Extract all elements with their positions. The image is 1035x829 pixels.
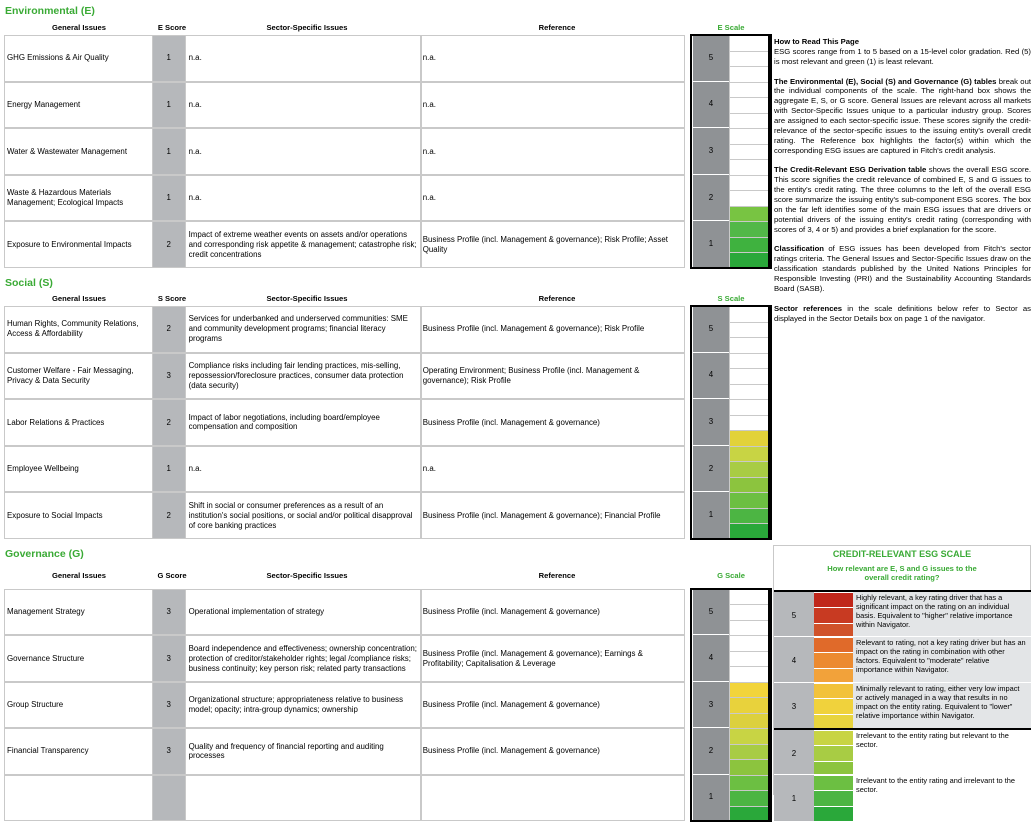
credit-scale-row — [774, 636, 1031, 683]
sector-specific-issue: n.a. — [185, 175, 421, 222]
issue-score: 3 — [153, 635, 185, 681]
scale-bar — [729, 159, 768, 175]
issue-score: 1 — [153, 175, 185, 222]
scale-bar — [729, 82, 768, 98]
credit-scale-description: Irrelevant to the entity rating but relevant to the sector. — [856, 731, 1009, 749]
credit-scale-level: 2 — [774, 730, 814, 776]
credit-scale-title: CREDIT-RELEVANT ESG SCALE — [832, 549, 972, 559]
derivation-note-bold: The Credit-Relevant ESG Derivation table — [774, 165, 927, 175]
credit-scale-description: Minimally relevant to rating, either very low impact or actively managed in a way that results in no impact on the entity rating. Equivalent to "lower" relative importance within Navigator. — [856, 684, 1020, 720]
table-row — [4, 82, 770, 129]
scale-level: 2 — [693, 728, 730, 774]
scale-bar — [729, 51, 768, 67]
soc-header-sector: Sector-Specific Issues — [266, 294, 348, 303]
general-issue: Energy Management — [4, 82, 153, 129]
credit-scale-description: Irrelevant to the entity rating and irrelevant to the sector. — [856, 776, 1015, 794]
scale-bar — [729, 252, 768, 268]
soc-header-reference: Reference — [538, 294, 576, 303]
spacer — [685, 492, 693, 539]
issue-score: 3 — [153, 353, 185, 400]
issue-score: 1 — [153, 82, 185, 129]
scale-bar — [729, 651, 768, 666]
credit-scale-level: 3 — [774, 683, 814, 729]
spacer — [685, 35, 693, 82]
table-row — [4, 399, 770, 446]
credit-scale-row — [774, 774, 1031, 821]
credit-scale-subtitle-line1: How relevant are E, S and G issues to the — [827, 564, 977, 573]
scale-bars — [729, 175, 770, 222]
spacer — [685, 175, 693, 222]
scale-bars — [729, 221, 770, 268]
general-issue — [4, 775, 153, 821]
issue-score: 3 — [153, 682, 185, 728]
reference: Business Profile (incl. Management & governance); Earnings & Profitability; Capitalisation & Leverage — [421, 635, 685, 681]
sector-specific-issue: Compliance risks including fair lending practices, mis-selling, repossession/foreclosure practices, consumer data protection (data security) — [185, 353, 421, 400]
table-row — [4, 728, 770, 774]
reference: Business Profile (incl. Management & governance); Risk Profile — [421, 306, 685, 353]
scale-level: 4 — [693, 353, 730, 400]
scale-bar — [729, 128, 768, 144]
credit-scale-level: 1 — [774, 775, 814, 821]
scale-bar — [729, 430, 768, 446]
gov-header-scale: G Scale — [717, 571, 745, 580]
credit-scale-bar — [814, 607, 853, 622]
general-issue: Group Structure — [4, 682, 153, 728]
scale-bars — [729, 775, 770, 821]
scale-bar — [729, 775, 768, 790]
scale-bars — [729, 728, 770, 774]
scale-bar — [729, 697, 768, 712]
sector-specific-issue: Board independence and effectiveness; ownership concentration; protection of creditor/stakeholder rights; legal /compliance risks; business continuity; key person risk; related party transactions — [185, 635, 421, 681]
credit-scale-bar — [814, 730, 853, 745]
env-header-scale: E Scale — [717, 23, 745, 32]
scale-bar — [729, 492, 768, 508]
tables-note-text: break out the individual components of the scale. The right-hand box shows the aggregate E, S, or G score. General Issues are relevant across all markets with Sector-Specific Issues unique to a particular industry group. Scores are assigned to each sector-specific issue. These scores signify the credit-relevance of the sector-specific issues to the issuing entity's overall credit rating. The Reference box highlights the factor(s) within which the corresponding ESG issues are captured in Fitch's credit analysis. — [774, 76, 1031, 155]
scale-bars — [729, 682, 770, 728]
spacer — [685, 221, 693, 268]
table-row — [4, 35, 770, 82]
credit-scale-bars — [814, 730, 853, 776]
scale-level: 5 — [693, 35, 730, 82]
env-header-general: General Issues — [51, 23, 107, 32]
credit-scale-bar — [814, 714, 853, 729]
reference: n.a. — [421, 446, 685, 493]
spacer — [685, 589, 693, 635]
issue-score: 2 — [153, 492, 185, 539]
scale-bar — [729, 66, 768, 82]
credit-scale-bars — [814, 592, 853, 638]
credit-scale-row — [774, 682, 1031, 729]
reference: Business Profile (incl. Management & governance) — [421, 399, 685, 446]
issue-score: 1 — [153, 446, 185, 493]
general-issue: Employee Wellbeing — [4, 446, 153, 493]
scale-bar — [729, 523, 768, 539]
general-issue: Waste & Hazardous Materials Management; Ecological Impacts — [4, 175, 153, 222]
reference: Operating Environment; Business Profile (incl. Management & governance); Risk Profile — [421, 353, 685, 400]
scale-bar — [729, 806, 768, 821]
spacer — [685, 353, 693, 400]
credit-scale-bars — [814, 683, 853, 729]
scale-bars — [729, 306, 770, 353]
reference: n.a. — [421, 82, 685, 129]
spacer — [685, 775, 693, 821]
issue-score: 2 — [153, 221, 185, 268]
scale-bar — [729, 728, 768, 743]
credit-scale-row — [774, 728, 1031, 776]
spacer — [685, 82, 693, 129]
issue-score: 3 — [153, 728, 185, 774]
soc-header-scale: S Scale — [717, 294, 745, 303]
table-row — [4, 128, 770, 175]
general-issue: Exposure to Social Impacts — [4, 492, 153, 539]
scale-bars — [729, 635, 770, 681]
scale-bar — [729, 237, 768, 253]
credit-scale-bars — [814, 637, 853, 683]
sector-specific-issue: Impact of extreme weather events on assets and/or operations and corresponding risk appetite & management; catastrophe risk; credit concentrations — [185, 221, 421, 268]
scale-bar — [729, 221, 768, 237]
scale-bar — [729, 790, 768, 805]
environmental-title: Environmental (E) — [5, 5, 95, 17]
scale-bars — [729, 589, 770, 635]
scale-level: 3 — [693, 682, 730, 728]
credit-scale-bars — [814, 775, 853, 821]
general-issue: Management Strategy — [4, 589, 153, 635]
soc-header-general: General Issues — [51, 294, 107, 303]
credit-scale-bar — [814, 668, 853, 683]
scale-bar — [729, 399, 768, 415]
sector-specific-issue: Shift in social or consumer preferences as a result of an institution's social positions, or social and/or political disapproval of core banking practices — [185, 492, 421, 539]
env-header-reference: Reference — [538, 23, 576, 32]
scale-level: 1 — [693, 221, 730, 268]
credit-scale-bar — [814, 790, 853, 805]
scale-bar — [729, 113, 768, 129]
scale-bar — [729, 306, 768, 322]
scale-bars — [729, 492, 770, 539]
table-row — [4, 175, 770, 222]
scale-bar — [729, 666, 768, 681]
scale-level: 2 — [693, 446, 730, 493]
social-title: Social (S) — [5, 277, 53, 289]
sector-specific-issue: Quality and frequency of financial reporting and auditing processes — [185, 728, 421, 774]
scale-bar — [729, 744, 768, 759]
scale-bar — [729, 368, 768, 384]
credit-scale-bar — [814, 806, 853, 821]
credit-scale-bar — [814, 652, 853, 667]
issue-score: 3 — [153, 589, 185, 635]
sector-specific-issue — [185, 775, 421, 821]
scale-bar — [729, 384, 768, 400]
scale-bar — [729, 589, 768, 604]
general-issue: Customer Welfare - Fair Messaging, Privacy & Data Security — [4, 353, 153, 400]
sector-specific-issue: n.a. — [185, 446, 421, 493]
scale-bar — [729, 97, 768, 113]
table-row — [4, 446, 770, 493]
credit-scale-bar — [814, 637, 853, 652]
scale-bars — [729, 399, 770, 446]
spacer — [685, 728, 693, 774]
scale-bar — [729, 620, 768, 635]
general-issue: Exposure to Environmental Impacts — [4, 221, 153, 268]
sector-specific-issue: n.a. — [185, 128, 421, 175]
issue-score: 1 — [153, 35, 185, 82]
reference: n.a. — [421, 35, 685, 82]
scale-level: 3 — [693, 399, 730, 446]
credit-scale-bar — [814, 698, 853, 713]
issue-score: 1 — [153, 128, 185, 175]
scale-level: 4 — [693, 635, 730, 681]
issue-score: 2 — [153, 399, 185, 446]
scale-bars — [729, 353, 770, 400]
sector-specific-issue: Services for underbanked and underserved communities: SME and community development programs; financial literacy programs — [185, 306, 421, 353]
scale-level: 1 — [693, 775, 730, 821]
credit-scale-subtitle — [774, 564, 1030, 583]
scale-bar — [729, 337, 768, 353]
general-issue: Human Rights, Community Relations, Access & Affordability — [4, 306, 153, 353]
table-row — [4, 306, 770, 353]
scale-bars — [729, 35, 770, 82]
credit-relevant-esg-scale — [773, 545, 1031, 803]
credit-scale-level: 5 — [774, 592, 814, 638]
env-header-score: E Score — [157, 23, 187, 32]
reference — [421, 775, 685, 821]
scale-bar — [729, 322, 768, 338]
gov-header-general: General Issues — [51, 571, 107, 580]
table-row — [4, 353, 770, 400]
credit-scale-bar — [814, 592, 853, 607]
scale-bar — [729, 461, 768, 477]
spacer — [685, 128, 693, 175]
spacer — [685, 635, 693, 681]
how-to-read-text: ESG scores range from 1 to 5 based on a 15-level color gradation. Red (5) is most relevant and green (1) is least relevant. — [774, 46, 1031, 66]
spacer — [685, 306, 693, 353]
credit-scale-bar — [814, 745, 853, 760]
issue-score — [153, 775, 185, 821]
scale-bar — [729, 713, 768, 728]
scale-bar — [729, 508, 768, 524]
social-table — [4, 306, 770, 539]
scale-level: 3 — [693, 128, 730, 175]
sector-specific-issue: n.a. — [185, 35, 421, 82]
credit-scale-bar — [814, 683, 853, 698]
scale-bars — [729, 128, 770, 175]
scale-level: 5 — [693, 306, 730, 353]
governance-table — [4, 589, 770, 821]
reference: n.a. — [421, 128, 685, 175]
gov-header-sector: Sector-Specific Issues — [266, 571, 348, 580]
credit-scale-description: Relevant to rating, not a key rating driver but has an impact on the rating in combination with other factors. Equivalent to "moderate" relative importance within Navigator. — [856, 638, 1026, 674]
scale-bar — [729, 759, 768, 774]
general-issue: GHG Emissions & Air Quality — [4, 35, 153, 82]
scale-bar — [729, 35, 768, 51]
reference: Business Profile (incl. Management & governance); Risk Profile; Asset Quality — [421, 221, 685, 268]
scale-bar — [729, 206, 768, 222]
issue-score: 2 — [153, 306, 185, 353]
gov-header-reference: Reference — [538, 571, 576, 580]
credit-scale-bar — [814, 775, 853, 790]
scale-level: 2 — [693, 175, 730, 222]
table-row — [4, 589, 770, 635]
table-row — [4, 221, 770, 268]
credit-scale-row — [774, 590, 1031, 638]
table-row — [4, 682, 770, 728]
sector-note-bold: Sector references — [774, 303, 843, 313]
governance-title: Governance (G) — [5, 548, 84, 560]
sector-specific-issue: n.a. — [185, 82, 421, 129]
credit-scale-description: Highly relevant, a key rating driver that has a significant impact on the rating on an individual basis. Equivalent to "higher" relative importance within Navigator. — [856, 593, 1013, 629]
general-issue: Governance Structure — [4, 635, 153, 681]
scale-level: 4 — [693, 82, 730, 129]
scale-bar — [729, 604, 768, 619]
credit-scale-subtitle-line2: overall credit rating? — [864, 573, 940, 583]
reference: Business Profile (incl. Management & governance) — [421, 589, 685, 635]
tables-note-bold: The Environmental (E), Social (S) and Governance (G) tables — [774, 76, 997, 86]
classification-note-bold: Classification — [774, 244, 824, 254]
sector-specific-issue: Organizational structure; appropriateness relative to business model; opacity; intra-group dynamics; ownership — [185, 682, 421, 728]
scale-bar — [729, 477, 768, 493]
reference: n.a. — [421, 175, 685, 222]
scale-level: 5 — [693, 589, 730, 635]
scale-bars — [729, 446, 770, 493]
reference: Business Profile (incl. Management & governance) — [421, 728, 685, 774]
reference: Business Profile (incl. Management & governance) — [421, 682, 685, 728]
scale-bar — [729, 190, 768, 206]
scale-bar — [729, 353, 768, 369]
scale-bar — [729, 446, 768, 462]
spacer — [685, 446, 693, 493]
spacer — [685, 682, 693, 728]
scale-bars — [729, 82, 770, 129]
credit-scale-level: 4 — [774, 637, 814, 683]
environmental-table — [4, 35, 770, 268]
how-to-read-title: How to Read This Page — [774, 37, 860, 46]
spacer — [685, 399, 693, 446]
gov-header-score: G Score — [157, 571, 187, 580]
scale-bar — [729, 682, 768, 697]
sector-specific-issue: Impact of labor negotiations, including board/employee compensation and composition — [185, 399, 421, 446]
env-header-sector: Sector-Specific Issues — [266, 23, 348, 32]
classification-note-text: of ESG issues has been developed from Fitch's sector ratings criteria. The General Issues and Sector-Specific Issues draw on the classification standards published by the United Nations Principles for Responsible Investing (PRI) and the Sustainability Accounting Standards Board (SASB). — [774, 244, 1031, 293]
scale-level: 1 — [693, 492, 730, 539]
sector-note-text: in the scale definitions below refer to Sector as displayed in the Sector Details box on page 1 of the navigator. — [774, 303, 1031, 323]
scale-bar — [729, 415, 768, 431]
table-row — [4, 775, 770, 821]
general-issue: Labor Relations & Practices — [4, 399, 153, 446]
scale-bar — [729, 175, 768, 191]
general-issue: Financial Transparency — [4, 728, 153, 774]
reference: Business Profile (incl. Management & governance); Financial Profile — [421, 492, 685, 539]
table-row — [4, 492, 770, 539]
derivation-note-text: shows the overall ESG score. This score signifies the credit relevance of combined E, S and G issues to the entity's credit rating. The three columns to the left of the overall ESG score summarize the issuing entity's sub-component ESG scores. The box on the far left identifies some of the main ESG issues that are drivers or potential drivers of the issuing entity's credit rating (corresponding with scores of 3, 4 or 5) and provides a brief explanation for the score. — [774, 165, 1031, 234]
sector-specific-issue: Operational implementation of strategy — [185, 589, 421, 635]
scale-bar — [729, 635, 768, 650]
scale-bar — [729, 144, 768, 160]
soc-header-score: S Score — [157, 294, 187, 303]
table-row — [4, 635, 770, 681]
general-issue: Water & Wastewater Management — [4, 128, 153, 175]
how-to-read-notes — [774, 37, 1031, 333]
